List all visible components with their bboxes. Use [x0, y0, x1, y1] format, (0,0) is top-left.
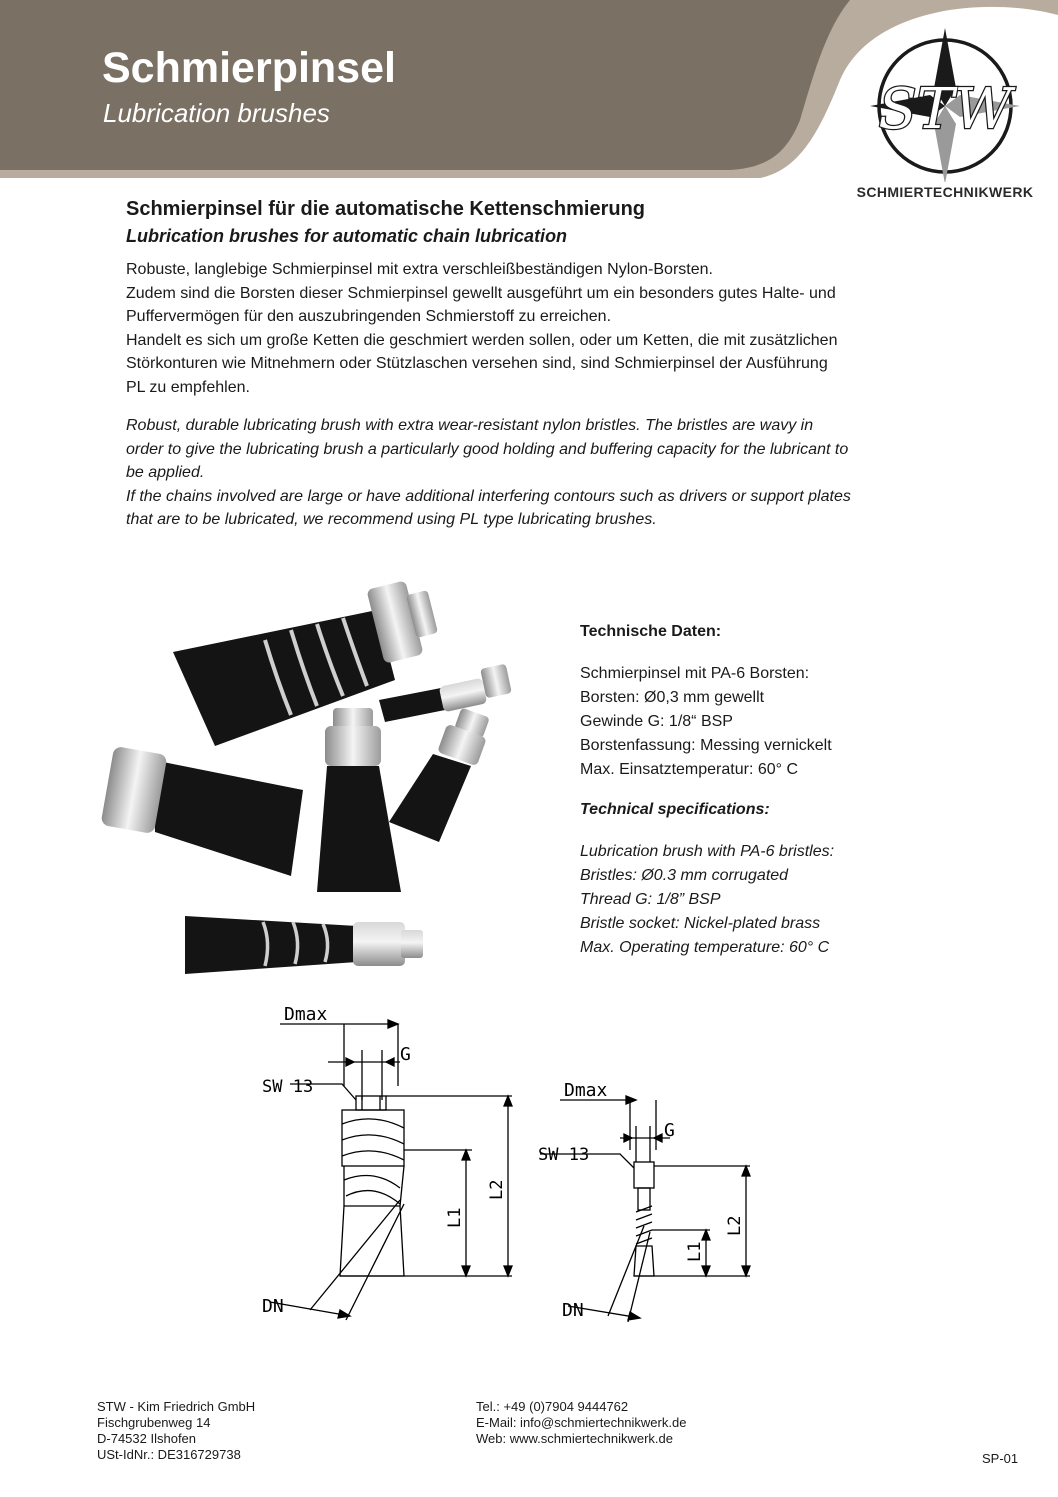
footer-phone: Tel.: +49 (0)7904 9444762 [476, 1399, 629, 1414]
spec-line: Borsten: Ø0,3 mm gewellt [580, 689, 765, 706]
label-dmax: Dmax [284, 1004, 328, 1025]
brush-center [317, 708, 401, 892]
page-subtitle: Lubrication brushes [103, 98, 330, 128]
technical-drawing [250, 1000, 770, 1340]
label-g: G [400, 1044, 411, 1065]
label-l2: L2 [487, 1179, 507, 1200]
brush-large-left [100, 746, 303, 876]
description-line: Puffervermögen für den auszubringenden Schmierstoff zu erreichen. [126, 308, 612, 325]
brush-right [389, 708, 490, 842]
footer-address [97, 1399, 255, 1463]
description-line: order to give the lubricating brush a particularly good holding and buffering capacity for the lubricant to [126, 440, 849, 458]
brush-large-top [173, 580, 438, 746]
spec-line: Schmierpinsel mit PA-6 Borsten: [580, 665, 810, 682]
label-sw: SW 13 [538, 1145, 590, 1165]
brush-small-thin [379, 664, 512, 722]
spec-line: Borstenfassung: Messing vernickelt [580, 737, 832, 754]
spec-title-en: Technical specifications: [580, 801, 770, 818]
spec-title-de: Technische Daten: [580, 623, 722, 640]
spec-line: Max. Operating temperature: 60° C [580, 939, 830, 956]
spec-line: Max. Einsatztemperatur: 60° C [580, 761, 799, 778]
label-dmax: Dmax [564, 1080, 608, 1101]
description-line: Handelt es sich um große Ketten die geschmiert werden sollen, oder um Ketten, die mit zusätzlichen [126, 331, 838, 349]
footer-web-link[interactable]: Web: www.schmiertechnikwerk.de [476, 1431, 673, 1446]
page-title: Schmierpinsel [102, 44, 396, 92]
description-line: Zudem sind die Borsten dieser Schmierpinsel gewellt ausgeführt um ein besonders gutes Halte- und [126, 284, 836, 302]
description-en [126, 414, 946, 532]
footer-line: STW - Kim Friedrich GmbH [97, 1399, 256, 1414]
company-name: SCHMIERTECHNIKWERK [856, 184, 1034, 200]
description-de [126, 258, 946, 399]
label-sw: SW 13 [262, 1077, 314, 1097]
description-line: Robuste, langlebige Schmierpinsel mit extra verschleißbeständigen Nylon-Borsten. [126, 261, 713, 278]
spec-line: Bristle socket: Nickel-plated brass [580, 915, 821, 932]
label-dn: DN [562, 1300, 584, 1321]
footer-email-link[interactable]: E-Mail: info@schmiertechnikwerk.de [476, 1415, 687, 1430]
product-photo [95, 570, 545, 990]
description-line: Robust, durable lubricating brush with extra wear-resistant nylon bristles. The bristles are wavy in [126, 417, 814, 434]
spec-line: Gewinde G: 1/8“ BSP [580, 713, 733, 730]
footer-line: D-74532 Ilshofen [97, 1431, 197, 1446]
description-line: Störkonturen wie Mitnehmern oder Stützlaschen versehen sind, sind Schmierpinsel der Ausführung [126, 355, 828, 372]
label-dn: DN [262, 1296, 284, 1317]
spec-line: Bristles: Ø0.3 mm corrugated [580, 867, 789, 884]
label-g: G [664, 1120, 675, 1141]
label-l1: L1 [445, 1207, 465, 1228]
footer-contact [476, 1399, 686, 1447]
spec-line: Lubrication brush with PA-6 bristles: [580, 843, 835, 860]
description-line: be applied. [126, 464, 205, 481]
description-line: If the chains involved are large or have additional interfering contours such as drivers or support plates [126, 487, 851, 505]
page-code: SP-01 [982, 1451, 1019, 1466]
company-logo [862, 26, 1028, 182]
drawing-large-brush [270, 1020, 512, 1320]
brush-bottom [185, 916, 423, 974]
spec-line: Thread G: 1/8” BSP [580, 891, 721, 908]
footer-line: Fischgrubenweg 14 [97, 1415, 211, 1430]
description-line: that are to be lubricated, we recommend using PL type lubricating brushes. [126, 511, 657, 528]
label-l1: L1 [685, 1241, 705, 1262]
drawing-small-brush [540, 1096, 750, 1322]
section-heading: Schmierpinsel für die automatische Kettenschmierung [126, 198, 646, 220]
footer-line: USt-IdNr.: DE316729738 [97, 1447, 241, 1462]
description-line: PL zu empfehlen. [126, 378, 250, 396]
technical-data [580, 620, 1000, 960]
section-heading-en: Lubrication brushes for automatic chain lubrication [126, 226, 568, 246]
logo-letters: STW [878, 77, 1012, 142]
label-l2: L2 [725, 1215, 745, 1236]
